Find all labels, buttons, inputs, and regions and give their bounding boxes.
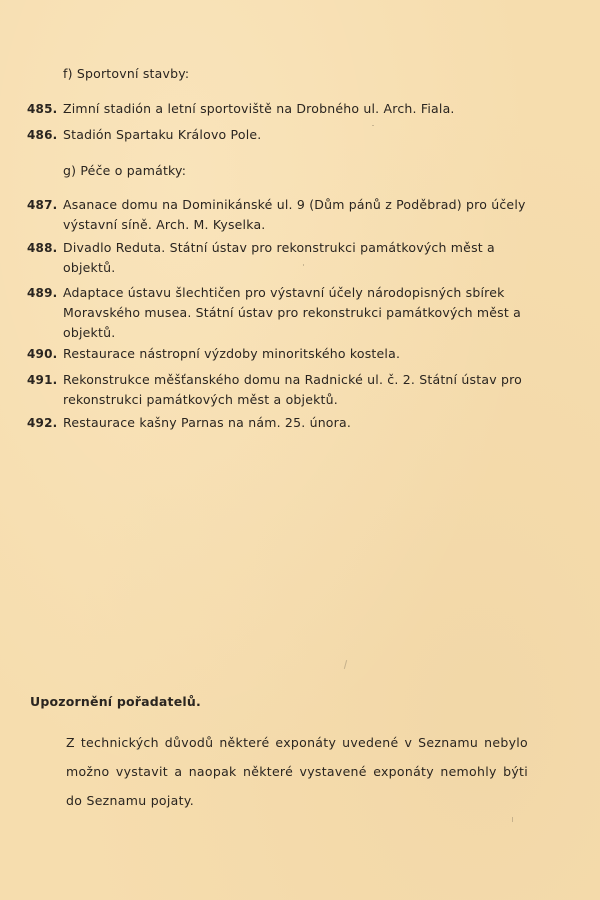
entry-number: 492.: [27, 416, 58, 430]
entry-number: 485.: [27, 102, 58, 116]
entry-text: Asanace domu na Dominikánské ul. 9 (Dům pánů z Poděbrad) pro účely výstavní síně. Arch. M. Kyselka.: [63, 197, 526, 232]
list-item: [27, 125, 527, 145]
list-item: [27, 238, 527, 278]
entry-text: Divadlo Reduta. Státní ústav pro rekonstrukci památkových měst a objektů.: [63, 240, 495, 275]
notice-body: Z technických důvodů některé exponáty uvedené v Seznamu nebylo možno vystavit a naopak některé vystavené exponáty nemohly býti do Seznamu pojaty.: [66, 735, 528, 808]
entry-number: 489.: [27, 286, 58, 300]
entry-text: Restaurace kašny Parnas na nám. 25. února.: [63, 415, 352, 430]
section-heading-sports: f) Sportovní stavby:: [63, 66, 190, 81]
paper-speck: [372, 125, 374, 126]
paper-speck: [344, 660, 347, 669]
entry-text: Rekonstrukce měšťanského domu na Radnické ul. č. 2. Státní ústav pro rekonstrukci památkových měst a objektů.: [63, 372, 523, 407]
paper-speck: [512, 817, 513, 822]
list-item: [27, 344, 527, 364]
list-item: [27, 413, 527, 433]
entry-number: 491.: [27, 373, 58, 387]
entry-number: 486.: [27, 128, 58, 142]
entry-text: Restaurace nástropní výzdoby minoritského kostela.: [63, 346, 401, 361]
entry-text: Adaptace ústavu šlechtičen pro výstavní účely národopisných sbírek Moravského musea. Státní ústav pro rekonstrukci památkových měst a objektů.: [63, 285, 522, 340]
list-item: [27, 99, 527, 119]
entry-text: Stadión Spartaku Královo Pole.: [63, 127, 262, 142]
entry-number: 488.: [27, 241, 58, 255]
list-item: [27, 283, 527, 343]
list-item: [27, 370, 527, 410]
section-heading-monuments: g) Péče o památky:: [63, 163, 187, 178]
entry-number: 487.: [27, 198, 58, 212]
paper-speck: [303, 264, 304, 266]
list-item: [27, 195, 527, 235]
notice-title: Upozornění pořadatelů.: [30, 694, 201, 709]
entry-number: 490.: [27, 347, 58, 361]
entry-text: Zimní stadión a letní sportoviště na Drobného ul. Arch. Fiala.: [63, 101, 455, 116]
